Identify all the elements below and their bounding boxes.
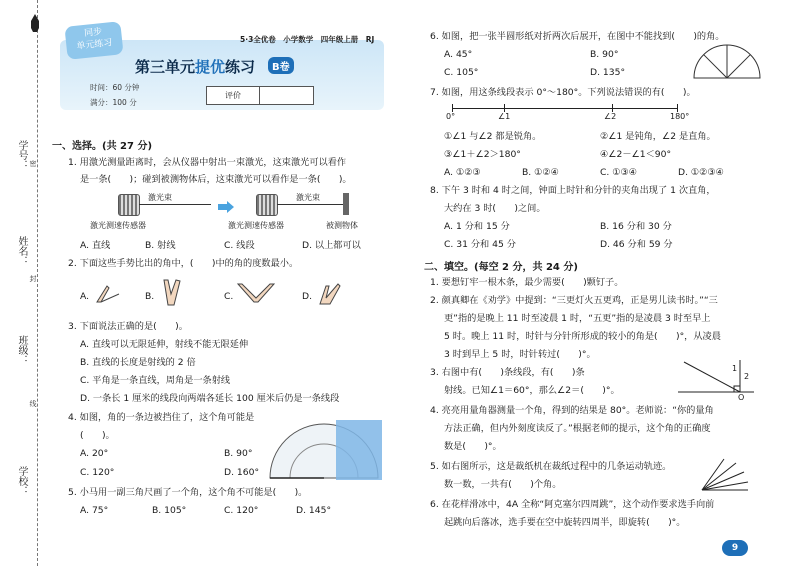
laser-beam-right <box>277 204 343 205</box>
q1-option-b[interactable]: B. 射线 <box>145 240 176 251</box>
q7-label-3: 180° <box>670 112 690 121</box>
q3-option-a[interactable]: A. 直线可以无限延伸，射线不能无限延伸 <box>80 339 249 350</box>
q7-tick-0 <box>452 104 453 112</box>
f2-line1: 2. 颜真卿在《劝学》中提到：“三更灯火五更鸡，正是男儿读书时。”“三 <box>430 295 718 306</box>
hand-gesture-d-icon <box>316 280 342 310</box>
folded-semicircle-figure <box>692 42 762 84</box>
q8-option-b[interactable]: B. 16 分和 30 分 <box>600 221 672 232</box>
q5-option-b[interactable]: B. 105° <box>152 505 187 516</box>
stamp-line-1: 同步 <box>83 27 103 39</box>
f2-line2: 更”指的是晚上 11 时至凌晨 1 时，“五更”指的是凌晨 3 时至早上 <box>444 313 711 324</box>
seal-mark-line: 线 <box>29 400 37 407</box>
laser-label-left: 激光束 <box>148 193 172 202</box>
sensor-caption-1: 激光测速传感器 <box>90 221 146 230</box>
q1-line2: 是一条( )；碰到被测物体后，这束激光可以看作是一条( )。 <box>80 174 352 185</box>
q5-option-c[interactable]: C. 120° <box>224 505 259 516</box>
q6-option-a[interactable]: A. 45° <box>444 49 473 60</box>
q8-option-c[interactable]: C. 31 分和 45 分 <box>444 239 516 250</box>
q7-tick-1 <box>504 104 505 112</box>
sensor-caption-2: 激光测速传感器 <box>228 221 284 230</box>
rocket-icon <box>31 14 39 32</box>
q6-option-d[interactable]: D. 135° <box>590 67 626 78</box>
measured-object <box>343 193 349 215</box>
series-label: 5·3全优卷 小学数学 四年级上册 RJ <box>240 35 375 44</box>
page-number: 9 <box>722 540 748 556</box>
f6-line1: 6. 在花样滑冰中，4A 全称“阿克塞尔四周跳”，这个动作要求选手向前 <box>430 499 715 510</box>
q7-option-d[interactable]: D. ①②③④ <box>678 167 724 178</box>
q7-option-a[interactable]: A. ①②③ <box>444 167 481 178</box>
hand-gesture-b-icon <box>160 278 184 310</box>
student-id-label: 学号： <box>16 140 27 170</box>
q7-statement-4: ④∠2－∠1＜90° <box>600 149 672 160</box>
laser-beam-left <box>139 204 211 205</box>
q7-text: 7. 如图，用这条线段表示 0°～180°。下列说法错误的有( )。 <box>430 87 696 98</box>
stamp-line-2: 单元练习 <box>76 38 113 52</box>
f1-text: 1. 要想钉牢一根木条，最少需要( )颗钉子。 <box>430 277 624 288</box>
f2-line4: 3 时到早上 5 时，时针转过( )°。 <box>444 349 596 360</box>
q7-label-1: ∠1 <box>498 112 511 121</box>
section-choice-title: 一、选择。(共 27 分) <box>52 141 153 152</box>
laser-sensor-left <box>118 194 140 216</box>
q6-text: 6. 如图，把一张半圆形纸对折两次后展开，在图中不能找到( )的角。 <box>430 31 725 42</box>
evaluation-label: 评价 <box>207 87 260 104</box>
q4-option-d[interactable]: D. 160° <box>224 467 260 478</box>
name-label: 姓名： <box>16 236 27 266</box>
q4-option-b[interactable]: B. 90° <box>224 448 253 459</box>
q8-option-d[interactable]: D. 46 分和 59 分 <box>600 239 673 250</box>
q7-label-0: 0° <box>446 112 456 121</box>
laser-sensor-right <box>256 194 278 216</box>
q3-option-b[interactable]: B. 直线的长度是射线的 2 倍 <box>80 357 196 368</box>
q6-option-b[interactable]: B. 90° <box>590 49 619 60</box>
title-part-b: 提优 <box>195 58 226 76</box>
laser-label-right: 激光束 <box>296 193 320 202</box>
q4-option-c[interactable]: C. 120° <box>80 467 115 478</box>
q2-option-b[interactable]: B. <box>145 291 155 302</box>
q7-option-b[interactable]: B. ①②④ <box>522 167 559 178</box>
school-label: 学校： <box>16 466 27 496</box>
q2-option-c[interactable]: C. <box>224 291 234 302</box>
f4-line3: 数是( )°。 <box>444 441 502 452</box>
q4-line1: 4. 如图，角的一条边被挡住了，这个角可能是 <box>68 412 255 423</box>
seal-mark-seal: 封 <box>29 275 37 282</box>
class-label: 班级： <box>16 335 27 365</box>
section-fill-title: 二、填空。(每空 2 分，共 24 分) <box>424 262 578 273</box>
q1-line1: 1. 用激光测量距离时，会从仪器中射出一束激光，这束激光可以看作 <box>68 157 347 168</box>
paper-badge: B卷 <box>268 57 294 74</box>
q3-option-d[interactable]: D. 一条长 1 厘米的线段向两端各延长 100 厘米后仍是一条线段 <box>80 393 340 404</box>
q7-number-line <box>452 108 678 109</box>
protractor-figure <box>266 418 384 486</box>
f4-line1: 4. 亮亮用量角器测量一个角，得到的结果是 80°。老师说：“你的量角 <box>430 405 714 416</box>
q4-line2: ( )。 <box>80 430 115 441</box>
time-limit: 时间：60 分钟 <box>90 83 140 92</box>
q7-statement-2: ②∠1 是钝角，∠2 是直角。 <box>600 131 716 142</box>
q7-label-2: ∠2 <box>604 112 617 121</box>
q8-line1: 8. 下午 3 时和 4 时之间，钟面上时针和分针的夹角出现了 1 次直角， <box>430 185 716 196</box>
q7-statement-1: ①∠1 与∠2 都是锐角。 <box>444 131 542 142</box>
f3-label-1: 1 <box>732 364 738 373</box>
f2-line3: 5 时。晚上 11 时，时针与分针所形成的较小的角是( )°，从凌晨 <box>444 331 721 342</box>
paper-cutter-figure <box>700 458 750 496</box>
q2-option-a[interactable]: A. <box>80 291 90 302</box>
q2-option-d[interactable]: D. <box>302 291 312 302</box>
q7-option-c[interactable]: C. ①③④ <box>600 167 637 178</box>
q1-option-a[interactable]: A. 直线 <box>80 240 111 251</box>
hand-gesture-c-icon <box>236 282 276 308</box>
f3-line1: 3. 右图中有( )条线段，有( )条 <box>430 367 585 378</box>
q8-line2: 大约在 3 时( )之间。 <box>444 203 546 214</box>
q5-text: 5. 小马用一副三角尺画了一个角，这个角不可能是( )。 <box>68 487 308 498</box>
page-title <box>135 56 255 77</box>
f3-line2: 射线。已知∠1＝60°，那么∠2＝( )°。 <box>444 385 620 396</box>
q7-statement-3: ③∠1＋∠2＞180° <box>444 149 521 160</box>
f3-label-o: O <box>738 393 745 402</box>
q1-option-d[interactable]: D. 以上都可以 <box>302 240 361 251</box>
q8-option-a[interactable]: A. 1 分和 15 分 <box>444 221 510 232</box>
q5-option-d[interactable]: D. 145° <box>296 505 332 516</box>
f6-line2: 起跳向后落冰，选手要在空中旋转四周半，即旋转( )°。 <box>444 517 686 528</box>
title-part-a: 第三单元 <box>135 58 196 76</box>
object-caption: 被测物体 <box>326 221 358 230</box>
q7-tick-3 <box>677 104 678 112</box>
q6-option-c[interactable]: C. 105° <box>444 67 479 78</box>
hand-gesture-a-icon <box>95 282 121 308</box>
f3-label-2: 2 <box>744 372 750 381</box>
f5-line1: 5. 如右图所示，这是裁纸机在裁纸过程中的几条运动轨迹。 <box>430 461 672 472</box>
q3-option-c[interactable]: C. 平角是一条直线，周角是一条射线 <box>80 375 231 386</box>
q7-tick-2 <box>612 104 613 112</box>
q5-option-a[interactable]: A. 75° <box>80 505 109 516</box>
evaluation-box[interactable] <box>206 86 314 105</box>
unit-stamp <box>64 21 123 60</box>
f4-line2: 方法正确，但内外刻度读反了。”根据老师的提示，这个角的正确度 <box>444 423 711 434</box>
full-score: 满分：100 分 <box>90 98 137 107</box>
q1-option-c[interactable]: C. 线段 <box>224 240 255 251</box>
seal-mark-dense: 密 <box>29 160 37 167</box>
f5-line2: 数一数，一共有( )个角。 <box>444 479 562 490</box>
q2-text: 2. 下面这些手势比出的角中，( )中的角的度数最小。 <box>68 258 299 269</box>
title-part-c: 练习 <box>225 58 256 76</box>
arrow-icon <box>218 198 234 210</box>
binding-line <box>37 0 39 566</box>
q3-text: 3. 下面说法正确的是( )。 <box>68 321 188 332</box>
q4-option-a[interactable]: A. 20° <box>80 448 109 459</box>
